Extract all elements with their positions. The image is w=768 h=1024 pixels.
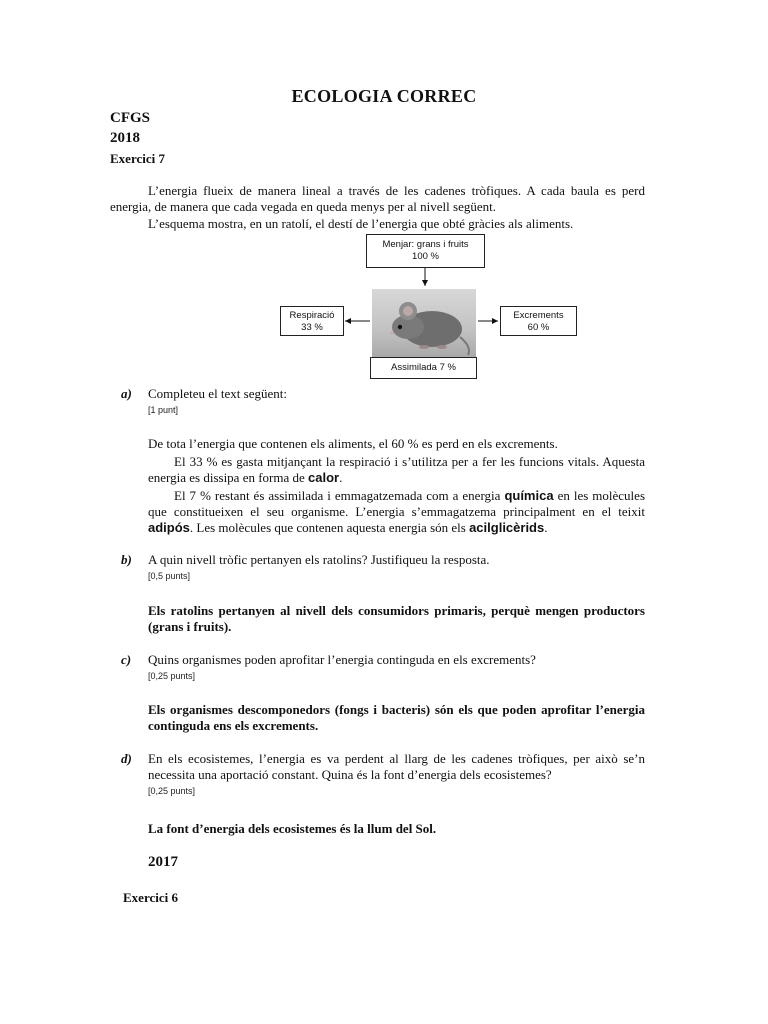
answer-a-p2: El 33 % es gasta mitjançant la respiració i s’utilitza per a fer les funcions vitals. Aquesta energia es dissipa en forma de calor. xyxy=(148,454,645,485)
question-d-text: En els ecosistemes, l’energia es va perdent al llarg de les cadenes tròfiques, per això se’n necessita una aportació constant. Quina és la font d’energia dels ecosistemes? xyxy=(148,751,645,782)
exercise-heading: Exercici 7 xyxy=(110,151,165,166)
question-d-points: [0,25 punts] xyxy=(148,786,196,796)
mouse-image xyxy=(372,289,476,357)
course-label: CFGS xyxy=(110,110,151,126)
question-c-letter: c) xyxy=(121,652,132,667)
question-c-text: Quins organismes poden aprofitar l’energia continguda en els excrements? xyxy=(148,652,536,667)
question-c-points: [0,25 punts] xyxy=(148,671,196,681)
excrements-box: Excrements 60 % xyxy=(500,306,577,336)
food-box: Menjar: grans i fruits 100 % xyxy=(366,234,485,268)
question-a-points: [1 punt] xyxy=(148,405,179,415)
year-2017-label: 2017 xyxy=(148,854,178,870)
exercise-6-heading: Exercici 6 xyxy=(123,890,178,905)
question-b-text: A quin nivell tròfic pertanyen els ratolins? Justifiqueu la resposta. xyxy=(148,552,490,567)
question-b-letter: b) xyxy=(121,552,132,567)
question-d-letter: d) xyxy=(121,751,132,766)
question-a-text: Completeu el text següent: xyxy=(148,386,287,401)
answer-a-p3: El 7 % restant és assimilada i emmagatzemada com a energia química en les molècules que constitueixen el seu organisme. L’energia s’emmagatzema principalment en el teixit adipós. Les molècules que contenen aquesta energia són els acilglicèrids. xyxy=(148,488,645,535)
page-title: ECOLOGIA CORREC xyxy=(291,86,477,106)
answer-c: Els organismes descomponedors (fongs i bacteris) són els que poden aprofitar l’energia continguda ens els excrements. xyxy=(148,702,645,733)
intro-paragraph: L’energia flueix de manera lineal a través de les cadenes tròfiques. A cada baula es perd energia, de manera que cada vegada en queda menys per al nivell següent. xyxy=(110,183,645,214)
answer-d: La font d’energia dels ecosistemes és la llum del Sol. xyxy=(148,821,437,836)
mouse-icon xyxy=(372,289,476,357)
question-a-letter: a) xyxy=(121,386,132,401)
year-label: 2018 xyxy=(110,130,140,146)
question-b-points: [0,5 punts] xyxy=(148,571,191,581)
intro-paragraph-2: L’esquema mostra, en un ratolí, el destí de l’energia que obté gràcies als aliments. xyxy=(148,216,574,231)
answer-a-p1: De tota l’energia que contenen els aliments, el 60 % es perd en els excrements. xyxy=(148,436,558,451)
answer-b: Els ratolins pertanyen al nivell dels consumidors primaris, perquè mengen productors (grans i fruits). xyxy=(148,603,645,634)
respiration-box: Respiració 33 % xyxy=(280,306,344,336)
assimilated-box: Assimilada 7 % xyxy=(370,357,477,379)
